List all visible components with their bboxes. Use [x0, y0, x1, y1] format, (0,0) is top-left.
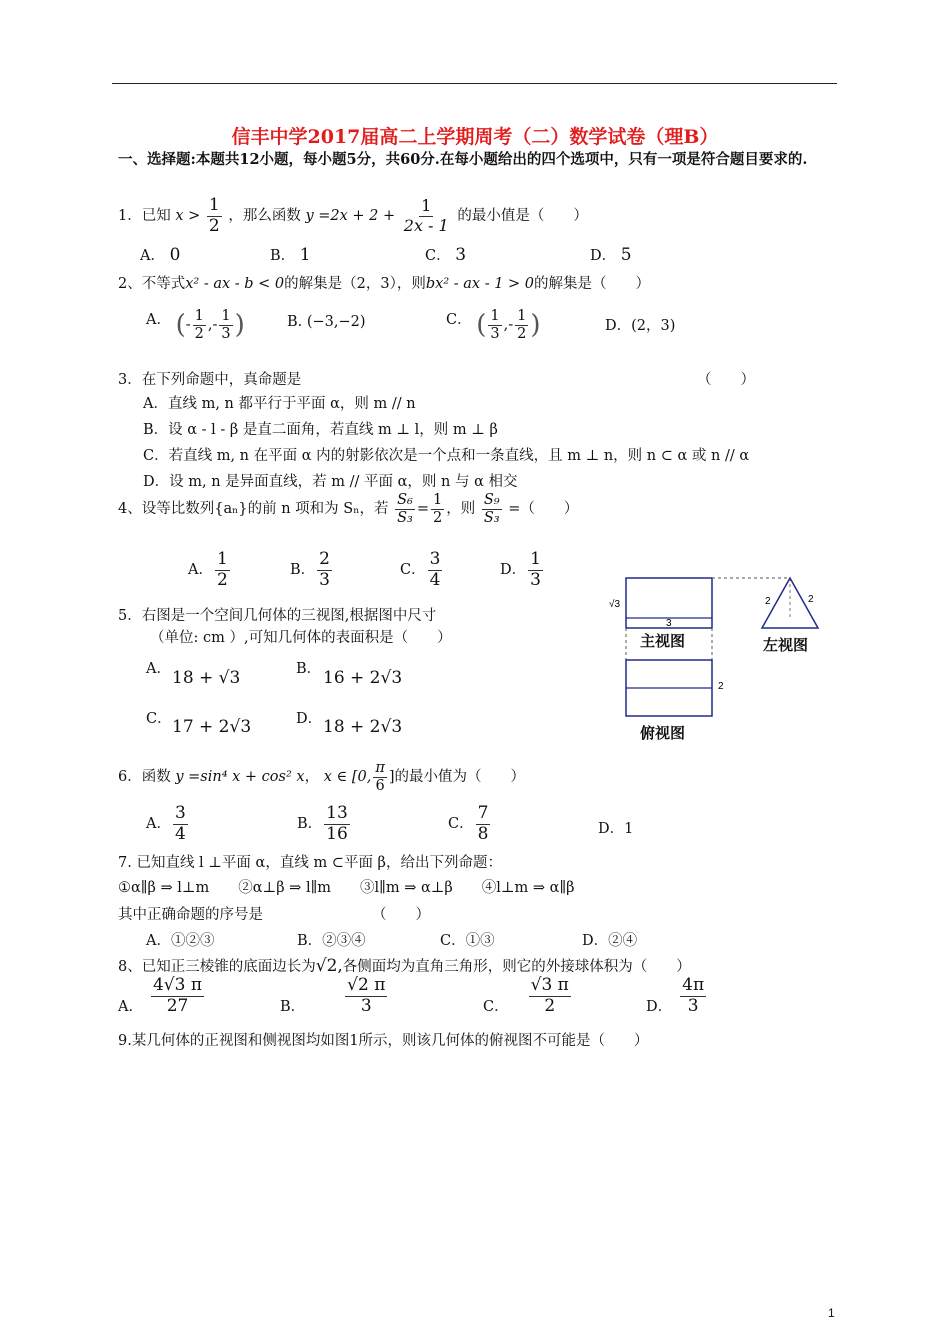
option-value: 1	[299, 245, 311, 265]
frac-den: 2	[432, 509, 443, 526]
q4-ratio-1	[395, 492, 415, 526]
frac-den: 3	[687, 995, 699, 1016]
option-label: C．	[425, 248, 451, 264]
frac-den: 16	[326, 823, 348, 844]
q5-option-b-value: 16 + 2√3	[323, 668, 403, 688]
q8-option-b	[280, 976, 389, 1016]
option-value: ①③	[465, 933, 495, 949]
q6-function: y =sin⁴ x + cos² x	[175, 769, 305, 786]
dim-2-left-edge: 2	[765, 596, 771, 607]
q7-option-c	[440, 929, 495, 950]
q5-option-b-label: B．	[296, 661, 322, 677]
frac-num: 4√3 π	[152, 975, 203, 995]
fraction	[488, 308, 501, 342]
section-heading: 一、选择题:本题共12小题，每小题5分，共60分.在每小题给出的四个选项中，只有一项是符合题目要求的.	[118, 151, 808, 168]
fraction	[193, 308, 206, 342]
option-label: C．	[440, 933, 466, 949]
q1-stem-mid: ，那么函数	[228, 208, 301, 225]
q7-propositions: ①α∥β ⇒ l⊥m ②α⊥β ⇒ l∥m ③l∥m ⇒ α⊥β ④l⊥m ⇒ α∥β	[118, 880, 575, 896]
q6-domain-end: ]	[388, 769, 395, 786]
option-value: 1	[624, 821, 634, 837]
question-8	[118, 955, 691, 976]
q6-option-b	[297, 804, 352, 844]
q2-inequality-1: x² - ax - b < 0	[185, 276, 285, 292]
frac-num: 3	[174, 803, 186, 823]
q1-stem: 1．已知	[118, 208, 171, 225]
option-label: D．	[590, 248, 617, 264]
question-2	[118, 272, 650, 293]
q1-stem-end: 的最小值是（ ）	[457, 208, 588, 225]
frac-num: 1	[216, 549, 228, 569]
q2-inequality-2: bx² - ax - 1 > 0	[425, 276, 535, 292]
q1-option-c	[425, 244, 466, 265]
q8-option-d	[646, 976, 708, 1016]
fraction	[219, 308, 232, 342]
frac-den: 6	[375, 777, 385, 794]
frac-den: 27	[166, 995, 189, 1016]
q5-option-a-label: A．	[146, 661, 171, 677]
option-label: A．	[140, 248, 165, 264]
q4-option-d	[500, 550, 545, 590]
open-paren: (	[476, 310, 487, 341]
frac-num: 1	[221, 308, 231, 324]
frac-num: 13	[326, 803, 348, 823]
page-title: 信丰中学2017届高二上学期周考（二）数学试卷（理B）	[231, 126, 719, 148]
q6-comma: ，	[304, 769, 320, 786]
frac-num: 4π	[682, 975, 705, 995]
frac-num: π	[375, 760, 385, 776]
q2-stem: 2、不等式	[118, 276, 186, 292]
dim-2-right-edge: 2	[808, 594, 814, 605]
dim-3: 3	[666, 618, 672, 629]
three-view-diagram	[600, 570, 840, 750]
q4-option-b	[290, 550, 334, 590]
q2-option-a: A． (- $\frac{1}{2}$ ,- $\frac{1}{3}$ )	[146, 308, 245, 342]
q5-line-2: （单位: cm ）,可知几何体的表面积是（ ）	[150, 630, 452, 646]
page-number: 1	[828, 1306, 835, 1320]
fraction	[680, 976, 706, 1016]
q8-stem-end: 各侧面均为直角三角形，则它的外接球体积为（ ）	[342, 959, 691, 975]
option-label: A．	[146, 816, 171, 833]
option-label: D．	[500, 562, 527, 579]
option-label: D．	[598, 821, 625, 837]
frac-num: √3 π	[530, 975, 569, 995]
q4-stem-end: =（ ）	[508, 501, 579, 518]
q3-option-d: D．设 m, n 是异面直线，若 m // 平面 α，则 n 与 α 相交	[143, 474, 518, 490]
question-4: 4、设等比数列{aₙ}的前 n 项和为 Sₙ，若 $\frac{\text{S₆}}{\text{S₃}}$ = $\frac{1}{2}$ ，则 $\frac{\text{S₉}}{\text{S₃}}$ =（ ）	[118, 492, 579, 526]
top-view-label: 俯视图	[640, 725, 686, 742]
q6-option-c	[448, 804, 492, 844]
q7-stem: 7. 已知直线 l ⊥平面 α，直线 m ⊂平面 β，给出下列命题：	[118, 855, 502, 871]
q8-option-c	[483, 976, 573, 1016]
frac-num: S₉	[483, 492, 500, 508]
q4-option-c	[400, 550, 444, 590]
q5-line-1: 5．右图是一个空间几何体的三视图,根据图中尺寸	[118, 608, 437, 624]
frac-num: 1	[194, 308, 204, 324]
dim-sqrt3: √3	[609, 599, 621, 610]
q4-ratio-2	[482, 492, 502, 526]
frac-den: 2	[216, 569, 228, 590]
q1-function: y =2x + 2 +	[305, 208, 396, 225]
q2-stem-end: 的解集是（ ）	[534, 276, 651, 292]
option-label: A．	[118, 999, 143, 1016]
q6-option-d	[598, 817, 633, 838]
option-label: C．	[483, 999, 509, 1016]
q3-option-b: B．设 α - l - β 是直二面角，若直线 m ⊥ l，则 m ⊥ β	[143, 422, 498, 438]
q5-option-d-value: 18 + 2√3	[323, 717, 403, 737]
frac-num: 2	[319, 549, 330, 569]
frac-den: 4	[429, 569, 441, 590]
close-paren: )	[530, 310, 541, 341]
open-paren: (	[175, 310, 186, 341]
frac-den: 2x - 1	[403, 215, 449, 235]
fraction	[515, 308, 528, 342]
q6-stem: 6．函数	[118, 769, 171, 786]
option-label: B．	[297, 816, 323, 833]
q3-stem: 3．在下列命题中，真命题是	[118, 372, 302, 388]
option-label: B．	[297, 933, 323, 949]
option-label: C．	[400, 562, 426, 579]
frac-num: 3	[429, 549, 441, 569]
frac-num: 1	[432, 492, 443, 508]
frac-num: 1	[517, 308, 527, 324]
q7-answer-paren: （ ）	[372, 907, 430, 923]
q5-option-c-value: 17 + 2√3	[172, 717, 252, 737]
fraction	[173, 804, 188, 844]
q2-option-b: B. (−3,−2)	[287, 314, 366, 330]
frac-den: 3	[530, 569, 541, 590]
option-value: 0	[169, 245, 181, 265]
q2-stem-mid: 的解集是（2，3），则	[284, 276, 426, 292]
q4-stem-mid: ，则	[446, 501, 476, 518]
frac-den: 3	[221, 325, 231, 342]
fraction	[345, 976, 387, 1016]
frac-den: 3	[490, 325, 500, 342]
q6-domain: x ∈ [0,	[323, 769, 372, 786]
frac-num: √2 π	[347, 975, 386, 995]
front-view-label: 主视图	[640, 633, 686, 650]
option-label: C．	[448, 816, 474, 833]
q4-ratio-value	[431, 492, 444, 526]
q5-option-c-label: C．	[146, 711, 172, 727]
option-label: A．	[146, 933, 171, 949]
frac-num: 1	[530, 549, 541, 569]
q8-stem: 8、已知正三棱锥的底面边长为	[118, 959, 316, 975]
option-label: B．	[280, 999, 306, 1016]
q7-ask: 其中正确命题的序号是	[118, 907, 263, 923]
fraction	[324, 804, 350, 844]
question-1	[118, 196, 588, 236]
q1-option-d	[590, 244, 632, 265]
option-value: ②④	[608, 933, 638, 949]
frac-den: 4	[174, 823, 186, 844]
fraction	[215, 550, 230, 590]
frac-den: 3	[319, 569, 330, 590]
frac-num: S₆	[397, 492, 413, 508]
q1-condition: x >	[175, 208, 201, 225]
frac-num: 1	[421, 196, 432, 216]
q8-option-a	[118, 976, 206, 1016]
option-label: D．	[582, 933, 609, 949]
q2-option-d: D．(2，3)	[605, 318, 676, 334]
frac-den: 2	[208, 215, 220, 236]
side-view-label: 左视图	[763, 637, 809, 654]
option-label: A．	[188, 562, 213, 579]
q7-option-b	[297, 929, 366, 950]
q3-option-c: C．若直线 m, n 在平面 α 内的射影依次是一个点和一条直线，且 m ⊥ n，则 n ⊂ α 或 n // α	[143, 448, 750, 464]
q6-domain-fraction	[373, 760, 387, 794]
q9-stem: 9.某几何体的正视图和侧视图均如图1所示，则该几何体的俯视图不可能是（ ）	[118, 1033, 649, 1049]
q6-option-a	[146, 804, 190, 844]
frac-den: 3	[360, 995, 372, 1016]
q3-answer-paren: （ ）	[697, 372, 755, 388]
frac-den: S₃	[483, 509, 500, 526]
q4-stem: 4、设等比数列{aₙ}的前 n 项和为 Sₙ，若	[118, 501, 389, 518]
q5-option-d-label: D．	[296, 711, 323, 727]
option-label: D．	[646, 999, 673, 1016]
fraction	[528, 550, 543, 590]
option-value: ②③④	[322, 933, 366, 949]
q7-option-d	[582, 929, 637, 950]
option-label: A．	[146, 312, 171, 328]
option-value: 3	[455, 245, 467, 265]
q6-stem-end: 的最小值为（ ）	[394, 769, 526, 786]
option-label: B．	[290, 562, 316, 579]
q1-option-b	[270, 244, 311, 265]
fraction	[428, 550, 443, 590]
option-label: B．	[270, 248, 296, 264]
dim-2-top-view: 2	[718, 681, 724, 692]
q4-option-a	[188, 550, 232, 590]
option-value: ①②③	[170, 933, 215, 949]
q1-cond-fraction	[207, 196, 222, 236]
frac-num: 1	[208, 195, 220, 215]
q7-option-a	[146, 929, 214, 950]
q2-option-c: C． ( $\frac{1}{3}$ ,- $\frac{1}{2}$ )	[446, 308, 541, 342]
q8-edge-length: √2,	[315, 956, 343, 976]
frac-num: 7	[477, 803, 489, 823]
q3-option-a: A．直线 m, n 都平行于平面 α，则 m // n	[143, 396, 416, 412]
fraction	[476, 804, 491, 844]
frac-den: S₃	[397, 509, 413, 526]
q5-option-a-value: 18 + √3	[172, 668, 241, 688]
option-value: 5	[620, 245, 632, 265]
fraction	[317, 550, 332, 590]
frac-num: 1	[490, 308, 500, 324]
q1-func-fraction	[402, 197, 451, 235]
frac-den: 2	[194, 325, 204, 342]
fraction	[529, 976, 571, 1016]
option-label: C．	[446, 312, 472, 328]
q1-option-a	[140, 244, 180, 265]
close-paren: )	[234, 310, 245, 341]
question-6	[118, 760, 525, 794]
fraction	[151, 976, 204, 1016]
frac-den: 8	[477, 823, 489, 844]
header-rule	[112, 83, 837, 84]
frac-den: 2	[544, 995, 556, 1016]
frac-den: 2	[517, 325, 527, 342]
